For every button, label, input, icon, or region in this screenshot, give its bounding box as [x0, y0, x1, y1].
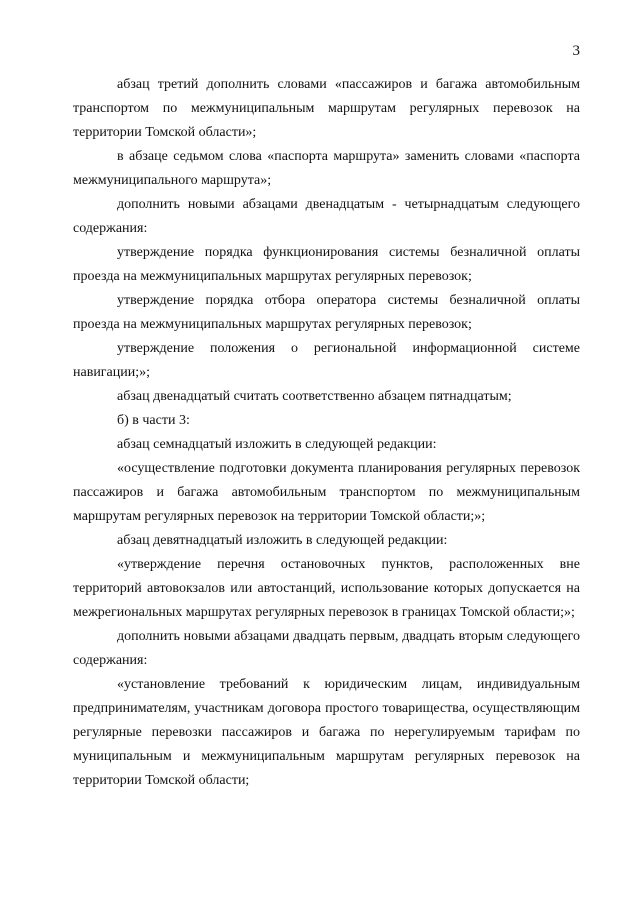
paragraph: утверждение порядка функционирования системы безналичной оплаты проезда на межмуниципальных маршрутах регулярных перевозок;: [73, 245, 580, 284]
paragraph: абзац семнадцатый изложить в следующей редакции:: [117, 437, 437, 452]
document-body: [73, 73, 580, 793]
paragraph: дополнить новыми абзацами двадцать первым, двадцать вторым следующего содержания:: [73, 629, 580, 668]
paragraph: «осуществление подготовки документа планирования регулярных перевозок пассажиров и багажа автомобильным транспортом по межмуниципальным маршрутам регулярных перевозок на территории Томской области;»;: [73, 461, 580, 524]
paragraph: б) в части 3:: [117, 413, 190, 428]
paragraph: в абзаце седьмом слова «паспорта маршрута» заменить словами «паспорта межмуниципального маршрута»;: [73, 149, 580, 188]
paragraph: абзац двенадцатый считать соответственно абзацем пятнадцатым;: [117, 389, 512, 404]
paragraph: «утверждение перечня остановочных пунктов, расположенных вне территорий автовокзалов или автостанций, использование которых допускается на межрегиональных маршрутах регулярных перевозок в границах Томской области;»;: [73, 557, 580, 620]
paragraph: утверждение положения о региональной информационной системе навигации;»;: [73, 341, 580, 380]
paragraph: абзац девятнадцатый изложить в следующей редакции:: [117, 533, 448, 548]
paragraph: абзац третий дополнить словами «пассажиров и багажа автомобильным транспортом по межмуниципальным маршрутам регулярных перевозок на территории Томской области»;: [73, 77, 580, 140]
page-number: 3: [572, 43, 580, 59]
paragraph: «установление требований к юридическим лицам, индивидуальным предпринимателям, участникам договора простого товарищества, осуществляющим регулярные перевозки пассажиров и багажа по нерегулируемым тарифам по муниципальным и межмуниципальным маршрутам регулярных перевозок на территории Томской области;: [73, 677, 580, 788]
paragraph: утверждение порядка отбора оператора системы безналичной оплаты проезда на межмуниципальных маршрутах регулярных перевозок;: [73, 293, 580, 332]
paragraph: дополнить новыми абзацами двенадцатым - четырнадцатым следующего содержания:: [73, 197, 580, 236]
